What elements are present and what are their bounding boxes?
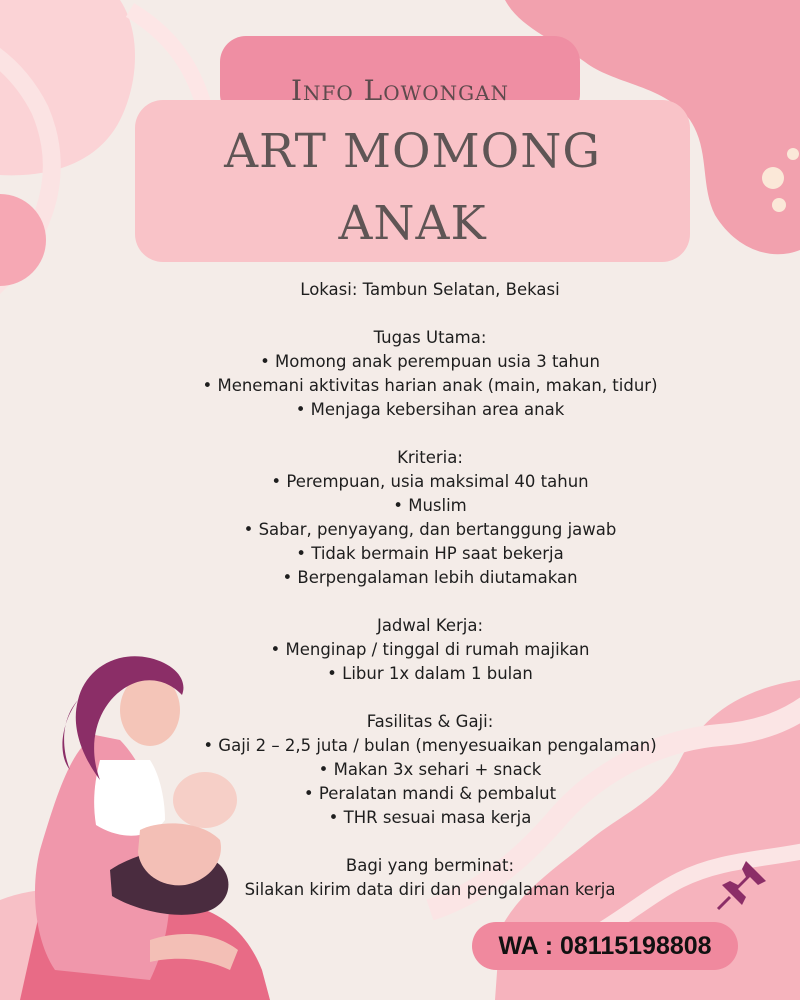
- kriteria-item: • Tidak bermain HP saat bekerja: [296, 544, 564, 563]
- kriteria-item: • Muslim: [393, 496, 467, 515]
- fasilitas-item: • Peralatan mandi & pembalut: [303, 784, 557, 803]
- whatsapp-contact-badge: WA : 08115198808: [472, 922, 738, 970]
- minat-heading: Bagi yang berminat:: [345, 856, 515, 875]
- jadwal-item: • Libur 1x dalam 1 bulan: [327, 664, 533, 683]
- poster-subtitle: Info Lowongan: [290, 74, 510, 107]
- jadwal-item: • Menginap / tinggal di rumah majikan: [270, 640, 590, 659]
- fasilitas-item: • Gaji 2 – 2,5 juta / bulan (menyesuaikan pengalaman): [203, 736, 657, 755]
- kriteria-item: • Berpengalaman lebih diutamakan: [282, 568, 578, 587]
- minat-text: Silakan kirim data diri dan pengalaman kerja: [244, 880, 616, 899]
- tugas-item: • Menjaga kebersihan area anak: [295, 400, 565, 419]
- kriteria-heading: Kriteria:: [397, 448, 463, 467]
- fasilitas-item: • THR sesuai masa kerja: [328, 808, 532, 827]
- tugas-item: • Momong anak perempuan usia 3 tahun: [260, 352, 600, 371]
- fasilitas-item: • Makan 3x sehari + snack: [318, 760, 542, 779]
- fasilitas-heading: Fasilitas & Gaji:: [366, 712, 494, 731]
- job-details: [150, 278, 710, 902]
- dot-2: [772, 198, 786, 212]
- kriteria-item: • Perempuan, usia maksimal 40 tahun: [271, 472, 589, 491]
- poster-title-line-1: ART MOMONG: [224, 124, 601, 179]
- location-text: Lokasi: Tambun Selatan, Bekasi: [300, 280, 560, 299]
- push-pin-icon: [716, 855, 772, 915]
- kriteria-item: • Sabar, penyayang, dan bertanggung jawab: [243, 520, 617, 539]
- tugas-heading: Tugas Utama:: [373, 328, 487, 347]
- poster-title-line-2: ANAK: [338, 196, 487, 251]
- dot-3: [787, 148, 799, 160]
- tugas-item: • Menemani aktivitas harian anak (main, makan, tidur): [202, 376, 658, 395]
- dot-1: [762, 167, 784, 189]
- jadwal-heading: Jadwal Kerja:: [376, 616, 484, 635]
